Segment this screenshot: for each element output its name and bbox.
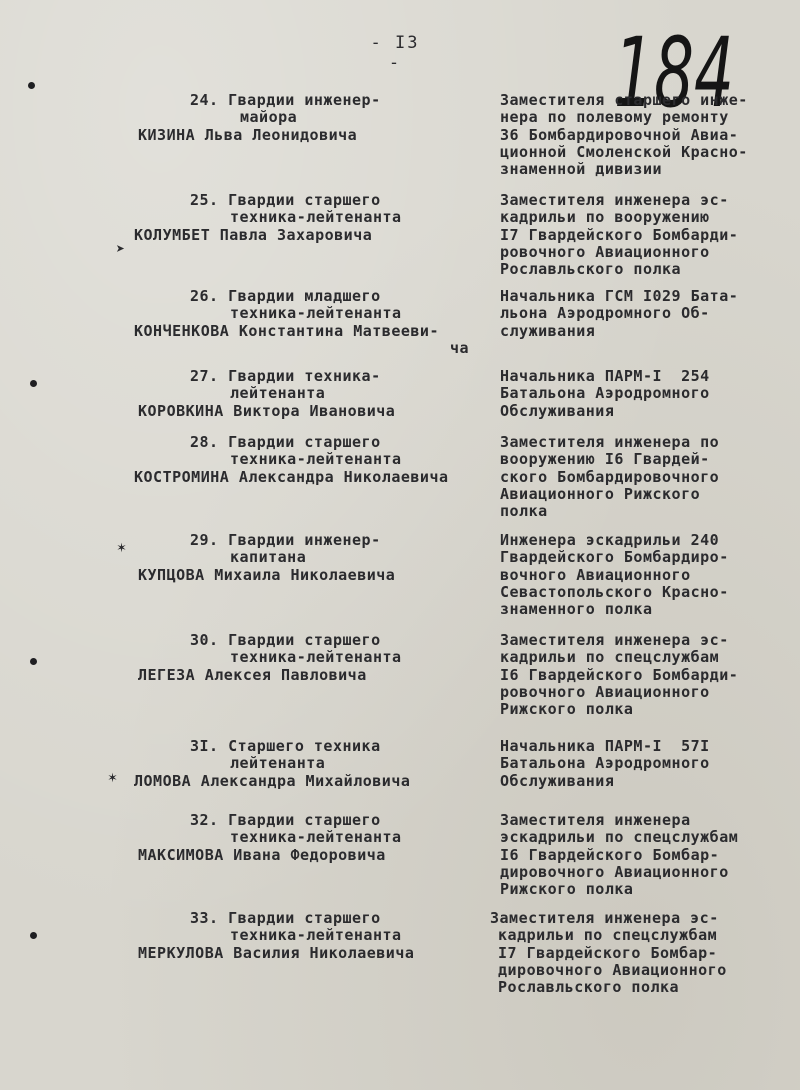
position-line: I6 Гвардейского Бомбарди- <box>500 665 739 684</box>
person-name: КУПЦОВА Михаила Николаевича <box>138 565 396 584</box>
tick-mark-icon: ✶ <box>117 538 127 556</box>
person-name: КОРОВКИНА Виктора Ивановича <box>138 401 396 420</box>
rank-line: 28. Гвардии старшего <box>190 433 381 451</box>
position-line: Заместителя инженера <box>500 811 691 829</box>
rank-line: лейтенанта <box>230 384 326 403</box>
punch-hole <box>30 658 37 665</box>
rank-line: 33. Гвардии старшего <box>190 909 381 927</box>
person-name: ЛОМОВА Александра Михайловича <box>134 771 411 790</box>
position-line: кадрильи по спецслужбам <box>500 648 720 667</box>
person-name: ча <box>450 338 470 357</box>
position-line: Обслуживания <box>500 401 615 420</box>
rank-line: майора <box>240 108 298 127</box>
rank-line: капитана <box>230 548 307 567</box>
position-line: Батальона Аэродромного <box>500 384 710 403</box>
punch-hole <box>30 932 37 939</box>
position-line: ского Бомбардировочного <box>500 467 720 486</box>
position-line: кадрильи по вооружению <box>500 208 710 227</box>
position-line: дировочного Авиационного <box>500 862 729 881</box>
rank-line: лейтенанта <box>230 754 326 773</box>
position-line: Рославльского полка <box>500 260 682 279</box>
position-line: Рижского полка <box>500 700 634 719</box>
position-line: знаменной дивизии <box>500 160 663 179</box>
arrow-mark-icon: ➤ <box>116 240 126 258</box>
position-line: дировочного Авиационного <box>498 960 727 979</box>
position-line: Заместителя инженера эс- <box>490 909 719 927</box>
position-line: ровочного Авиационного <box>500 242 710 261</box>
position-line: I6 Гвардейского Бомбар- <box>500 845 720 864</box>
position-line: I7 Гвардейского Бомбар- <box>498 943 718 962</box>
rank-line: 29. Гвардии инженер- <box>190 531 381 549</box>
position-line: вооружению I6 Гвардей- <box>500 450 710 469</box>
position-line: Инженера эскадрильи 240 <box>500 531 720 549</box>
position-line: Севастопольского Красно- <box>500 582 729 601</box>
position-line: знаменного полка <box>500 600 653 619</box>
person-name: МАКСИМОВА Ивана Федоровича <box>138 845 386 864</box>
position-line: полка <box>500 502 548 521</box>
person-name: КОСТРОМИНА Александра Николаевича <box>134 467 449 486</box>
position-line: Рославльского полка <box>498 978 680 997</box>
position-line: Заместителя инженера по <box>500 433 720 451</box>
rank-line: техника-лейтенанта <box>230 450 402 469</box>
position-line: Авиационного Рижского <box>500 484 701 503</box>
position-line: нера по полевому ремонту <box>500 108 729 127</box>
position-line: вочного Авиационного <box>500 565 691 584</box>
position-line: Заместителя старшего инже- <box>500 91 748 109</box>
position-line: Рижского полка <box>500 880 634 899</box>
rank-line: техника-лейтенанта <box>230 648 402 667</box>
rank-line: 32. Гвардии старшего <box>190 811 381 829</box>
position-line: Обслуживания <box>500 771 615 790</box>
position-line: льона Аэродромного Об- <box>500 304 710 323</box>
position-line: I7 Гвардейского Бомбарди- <box>500 225 739 244</box>
person-name: МЕРКУЛОВА Василия Николаевича <box>138 943 415 962</box>
punch-hole <box>30 380 37 387</box>
position-line: Начальника ПАРМ-I 254 <box>500 367 710 385</box>
position-line: эскадрильи по спецслужбам <box>500 828 739 847</box>
person-name: КОЛУМБЕТ Павла Захаровича <box>134 225 373 244</box>
rank-line: 26. Гвардии младшего <box>190 287 381 305</box>
position-line: Гвардейского Бомбардиро- <box>500 548 729 567</box>
position-line: кадрильи по спецслужбам <box>498 926 718 945</box>
position-line: Начальника ГСМ I029 Бата- <box>500 287 739 305</box>
rank-line: 25. Гвардии старшего <box>190 191 381 209</box>
position-line: служивания <box>500 321 596 340</box>
rank-line: 3I. Старшего техника <box>190 737 381 755</box>
tick-mark-icon: ✶ <box>108 768 118 786</box>
rank-line: техника-лейтенанта <box>230 208 402 227</box>
rank-line: 30. Гвардии старшего <box>190 631 381 649</box>
person-name: КОНЧЕНКОВА Константина Матвееви- <box>134 321 439 340</box>
position-line: Заместителя инженера эс- <box>500 631 729 649</box>
rank-line: 27. Гвардии техника- <box>190 367 381 385</box>
person-name: ЛЕГЕЗА Алексея Павловича <box>138 665 367 684</box>
rank-line: техника-лейтенанта <box>230 926 402 945</box>
position-line: Заместителя инженера эс- <box>500 191 729 209</box>
position-line: ционной Смоленской Красно- <box>500 142 748 161</box>
rank-line: техника-лейтенанта <box>230 304 402 323</box>
person-name: КИЗИНА Льва Леонидовича <box>138 125 358 144</box>
position-line: 36 Бомбардировочной Авиа- <box>500 125 739 144</box>
position-line: Батальона Аэродромного <box>500 754 710 773</box>
position-line: ровочного Авиационного <box>500 682 710 701</box>
rank-line: техника-лейтенанта <box>230 828 402 847</box>
rank-line: 24. Гвардии инженер- <box>190 91 381 109</box>
position-line: Начальника ПАРМ-I 57I <box>500 737 710 755</box>
punch-hole <box>28 82 35 89</box>
page-number: - I3 - <box>370 33 420 73</box>
svg-text:184: 184 <box>614 18 734 118</box>
